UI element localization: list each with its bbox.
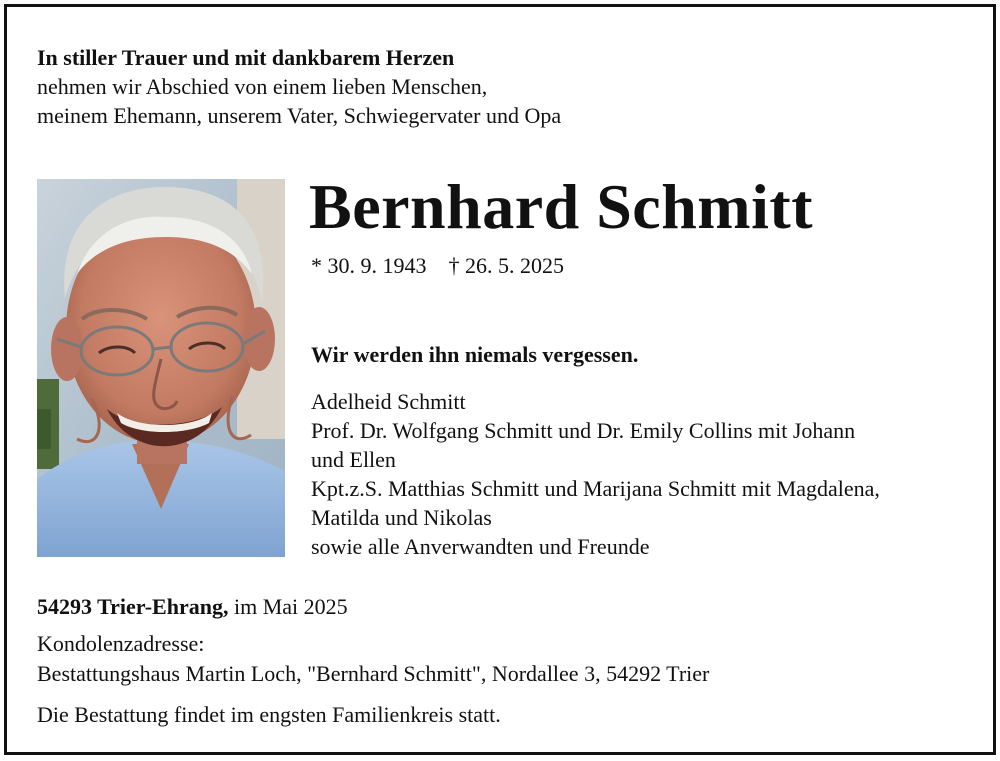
condolence-address: Bestattungshaus Martin Loch, "Bernhard Schmitt", Nordallee 3, 54292 Trier [37,661,710,686]
funeral-note: Die Bestattung findet im engsten Familienkreis statt. [37,702,501,727]
condolence-label: Kondolenzadresse: [37,631,205,656]
place-and-date [37,592,348,622]
intro-line-3: meinem Ehemann, unserem Vater, Schwiegervater und Opa [37,103,562,128]
condolence-block [37,629,709,689]
life-dates [311,252,564,280]
mourner-line: Kpt.z.S. Matthias Schmitt und Marijana Schmitt mit Magdalena, [311,476,880,501]
mourner-line: sowie alle Anverwandten und Freunde [311,534,650,559]
mourner-line: Prof. Dr. Wolfgang Schmitt und Dr. Emily Collins mit Johann [311,418,856,443]
mourner-line: Adelheid Schmitt [311,389,466,414]
place-date: im Mai 2025 [228,594,348,619]
birth-date: * 30. 9. 1943 [311,253,427,278]
intro-line-2: nehmen wir Abschied von einem lieben Menschen, [37,74,488,99]
obituary-notice [4,4,996,755]
deceased-name: Bernhard Schmitt [309,171,813,242]
intro-line-1: In stiller Trauer und mit dankbarem Herzen [37,45,455,70]
portrait-photo [37,179,285,557]
mourner-line: Matilda und Nikolas [311,505,492,530]
place-location: 54293 Trier-Ehrang, [37,594,229,619]
intro-text [37,43,561,130]
motto-line: Wir werden ihn niemals vergessen. [311,342,639,367]
mourner-line: und Ellen [311,447,396,472]
mourners-list [311,387,880,561]
death-date: † 26. 5. 2025 [448,253,564,278]
